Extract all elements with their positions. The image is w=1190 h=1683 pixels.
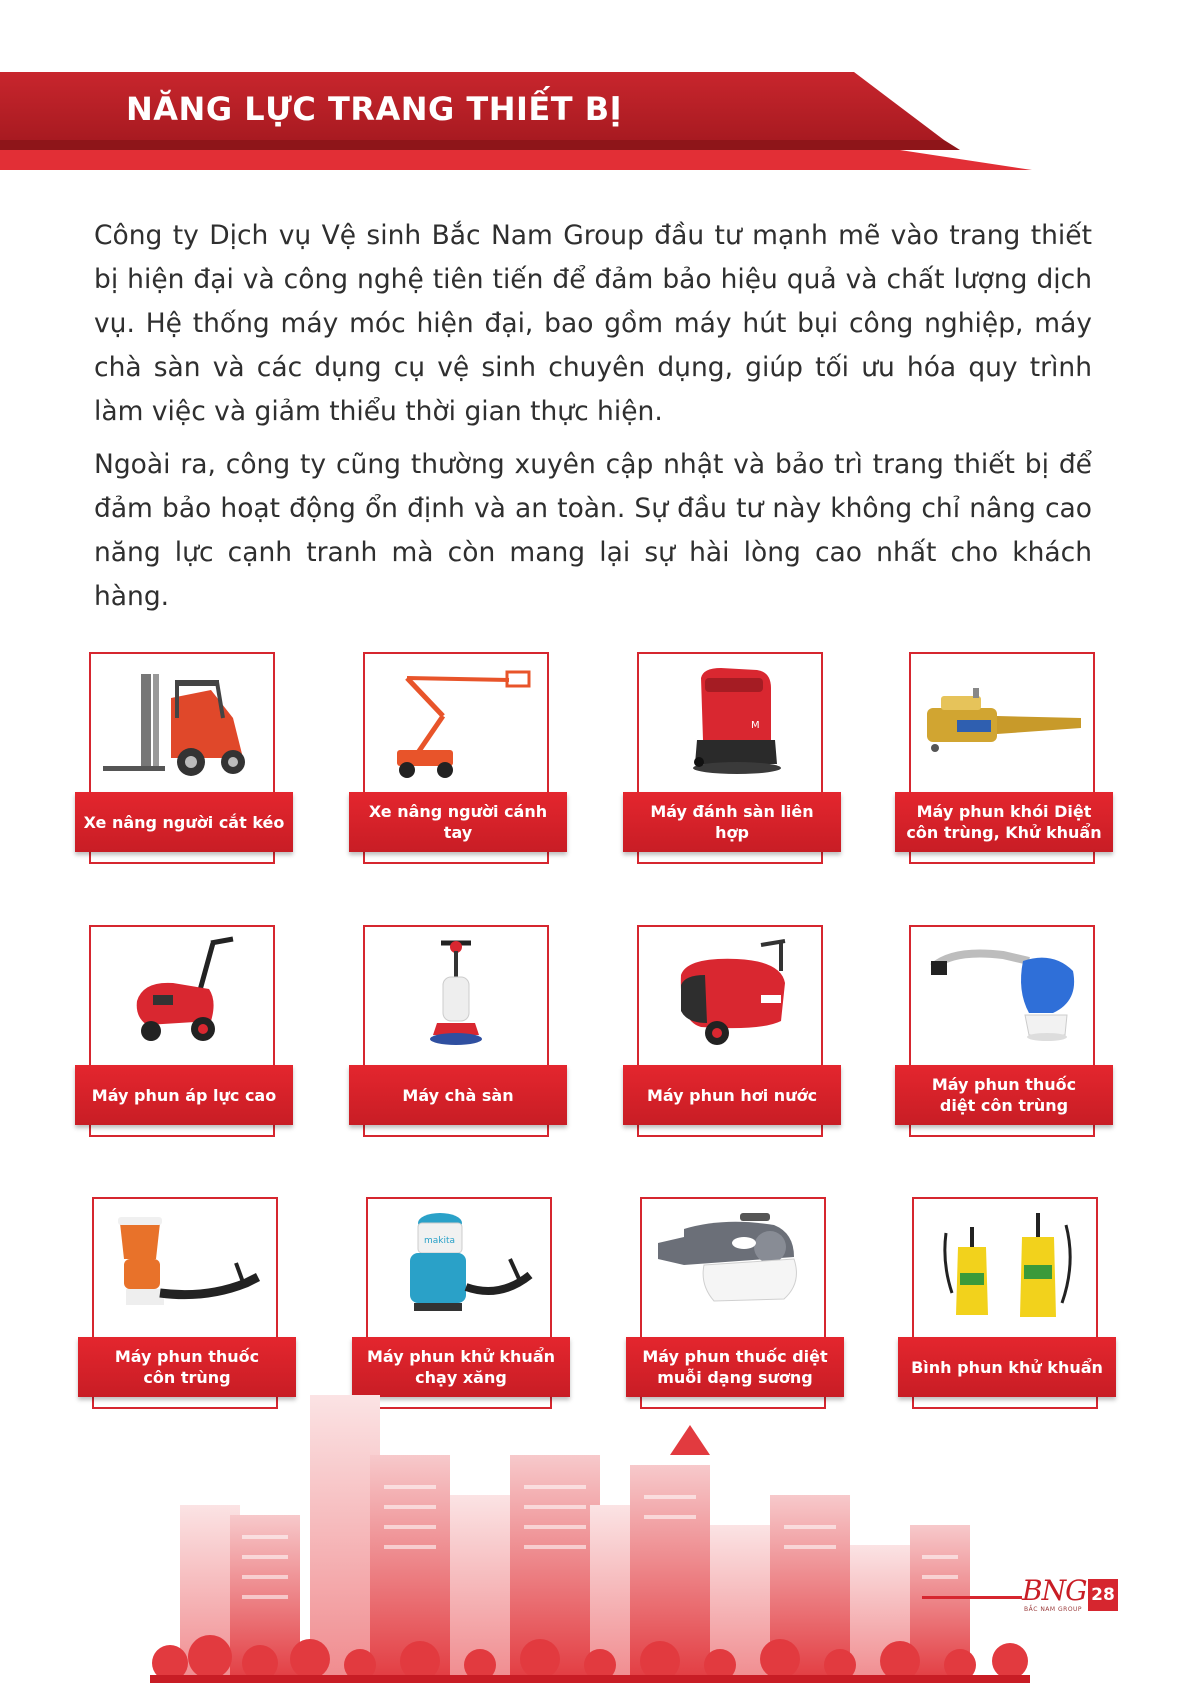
floor-scrubber-icon: [641, 658, 819, 786]
logo-wordmark: BNG: [1022, 1574, 1087, 1607]
ulv-sprayer-icon: [913, 931, 1091, 1059]
equipment-label: Máy phun thuốc diệt muỗi dạng sương: [626, 1337, 844, 1397]
equipment-label: Máy đánh sàn liên hợp: [623, 792, 841, 852]
forklift-icon: [93, 658, 271, 786]
equipment-label: Máy phun thuốc côn trùng: [78, 1337, 296, 1397]
equipment-card: [349, 925, 567, 1139]
intro-paragraph: Công ty Dịch vụ Vệ sinh Bắc Nam Group đầu tư mạnh mẽ vào trang thiết bị hiện đại và công nghệ tiên tiến để đảm bảo hiệu quả và chất lượng dịch vụ. Hệ thống máy móc hiện đại, bao gồm máy hút bụi công nghiệp, máy chà sàn và các dụng cụ vệ sinh chuyên dụng, giúp tối ưu hóa quy trình làm việc và giảm thiểu thời gian thực hiện.: [94, 220, 1092, 427]
equipment-label: Bình phun khử khuẩn: [898, 1337, 1116, 1397]
pump-sprayer-icon: [916, 1203, 1094, 1331]
equipment-card: [895, 925, 1113, 1139]
page-number: 28: [1088, 1579, 1118, 1611]
logo-subtitle: BẮC NAM GROUP: [1024, 1606, 1083, 1613]
gas-backpack-sprayer-icon: [370, 1203, 548, 1331]
svg-text:makita: makita: [424, 1236, 456, 1246]
pressure-washer-icon: [93, 931, 271, 1059]
footer-rule: [922, 1596, 1022, 1599]
boom-lift-icon: [367, 658, 545, 786]
equipment-card: [623, 652, 841, 866]
backpack-mister-icon: [96, 1203, 274, 1331]
equipment-card: [78, 1197, 296, 1411]
intro-paragraph: Ngoài ra, công ty cũng thường xuyên cập nhật và bảo trì trang thiết bị để đảm bảo hoạt động ổn định và an toàn. Sự đầu tư này không chỉ nâng cao năng lực cạnh tranh mà còn mang lại sự hài lòng cao nhất cho khách hàng.: [94, 449, 1092, 612]
equipment-label: Xe nâng người cắt kéo: [75, 792, 293, 852]
equipment-card: [75, 652, 293, 866]
svg-text:M: M: [751, 720, 760, 731]
equipment-label: Máy phun khói Diệt côn trùng, Khử khuẩn: [895, 792, 1113, 852]
header-banner: [0, 0, 1190, 190]
thermal-fogger-icon: [913, 658, 1091, 786]
equipment-label: Xe nâng người cánh tay: [349, 792, 567, 852]
equipment-label: Máy phun áp lực cao: [75, 1065, 293, 1125]
equipment-card: [895, 652, 1113, 866]
equipment-card: [898, 1197, 1116, 1411]
cold-fogger-icon: [644, 1203, 822, 1331]
company-logo: [1022, 1574, 1087, 1620]
intro-text: [94, 214, 1092, 628]
equipment-card: [623, 925, 841, 1139]
equipment-card: [352, 1197, 570, 1411]
equipment-card: [349, 652, 567, 866]
equipment-label: Máy phun khử khuẩn chạy xăng: [352, 1337, 570, 1397]
city-skyline-illustration: [150, 1395, 1030, 1683]
equipment-label: Máy phun thuốc diệt côn trùng: [895, 1065, 1113, 1125]
equipment-label: Máy phun hơi nước: [623, 1065, 841, 1125]
equipment-label: Máy chà sàn: [349, 1065, 567, 1125]
equipment-card: [626, 1197, 844, 1411]
floor-polisher-icon: [367, 931, 545, 1059]
equipment-card: [75, 925, 293, 1139]
steam-cleaner-icon: [641, 931, 819, 1059]
page-title: NĂNG LỰC TRANG THIẾT BỊ: [126, 90, 623, 128]
